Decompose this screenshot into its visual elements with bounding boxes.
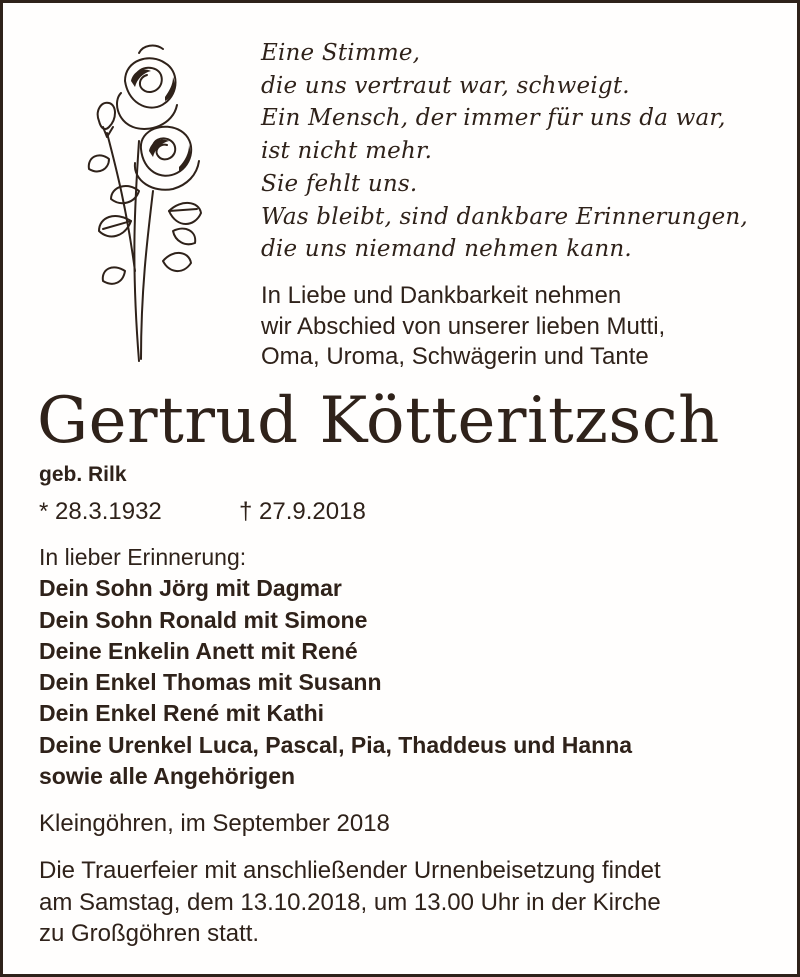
poem-line: Was bleibt, sind dankbare Erinnerungen, xyxy=(261,203,748,230)
poem-line: ist nicht mehr. xyxy=(261,138,433,165)
poem-line: die uns vertraut war, schweigt. xyxy=(261,72,630,99)
intro-line: Oma, Uroma, Schwägerin und Tante xyxy=(261,343,649,370)
mourner-line: Dein Enkel Thomas mit Susann xyxy=(39,669,382,696)
service-line: zu Großgöhren statt. xyxy=(39,920,260,947)
poem-line: Eine Stimme, xyxy=(261,40,421,66)
farewell-intro xyxy=(261,281,665,373)
service-line: Die Trauerfeier mit anschließender Urnenbeisetzung findet xyxy=(39,857,661,884)
intro-line: wir Abschied von unserer lieben Mutti, xyxy=(261,312,666,340)
place-and-date: Kleingöhren, im September 2018 xyxy=(39,810,390,837)
remembrance-heading: In lieber Erinnerung: xyxy=(39,544,247,570)
mourner-line: Deine Enkelin Anett mit René xyxy=(39,637,358,664)
service-line: am Samstag, dem 13.10.2018, um 13.00 Uhr in der Kirche xyxy=(39,888,661,916)
life-dates xyxy=(39,496,366,528)
birth-date: * 28.3.1932 xyxy=(39,498,162,525)
mourner-line: Dein Enkel René mit Kathi xyxy=(39,700,325,727)
mourner-line: Deine Urenkel Luca, Pascal, Pia, Thaddeus und Hanna xyxy=(39,731,633,758)
memorial-poem xyxy=(261,37,748,266)
funeral-service-info xyxy=(39,855,661,950)
mourners-list xyxy=(39,542,632,792)
birth-name: geb. Rilk xyxy=(39,463,127,486)
intro-line: In Liebe und Dankbarkeit nehmen xyxy=(261,282,622,309)
deceased-name: Gertrud Kötteritzsch xyxy=(37,384,720,458)
poem-line: Ein Mensch, der immer für uns da war, xyxy=(261,105,726,132)
mourner-line: sowie alle Angehörigen xyxy=(39,763,296,790)
mourner-line: Dein Sohn Jörg mit Dagmar xyxy=(39,575,342,602)
mourner-line: Dein Sohn Ronald mit Simone xyxy=(39,606,368,633)
poem-line: die uns niemand nehmen kann. xyxy=(261,236,632,263)
rose-icon xyxy=(69,41,209,371)
death-date: † 27.9.2018 xyxy=(239,498,366,525)
poem-line: Sie fehlt uns. xyxy=(261,170,418,197)
